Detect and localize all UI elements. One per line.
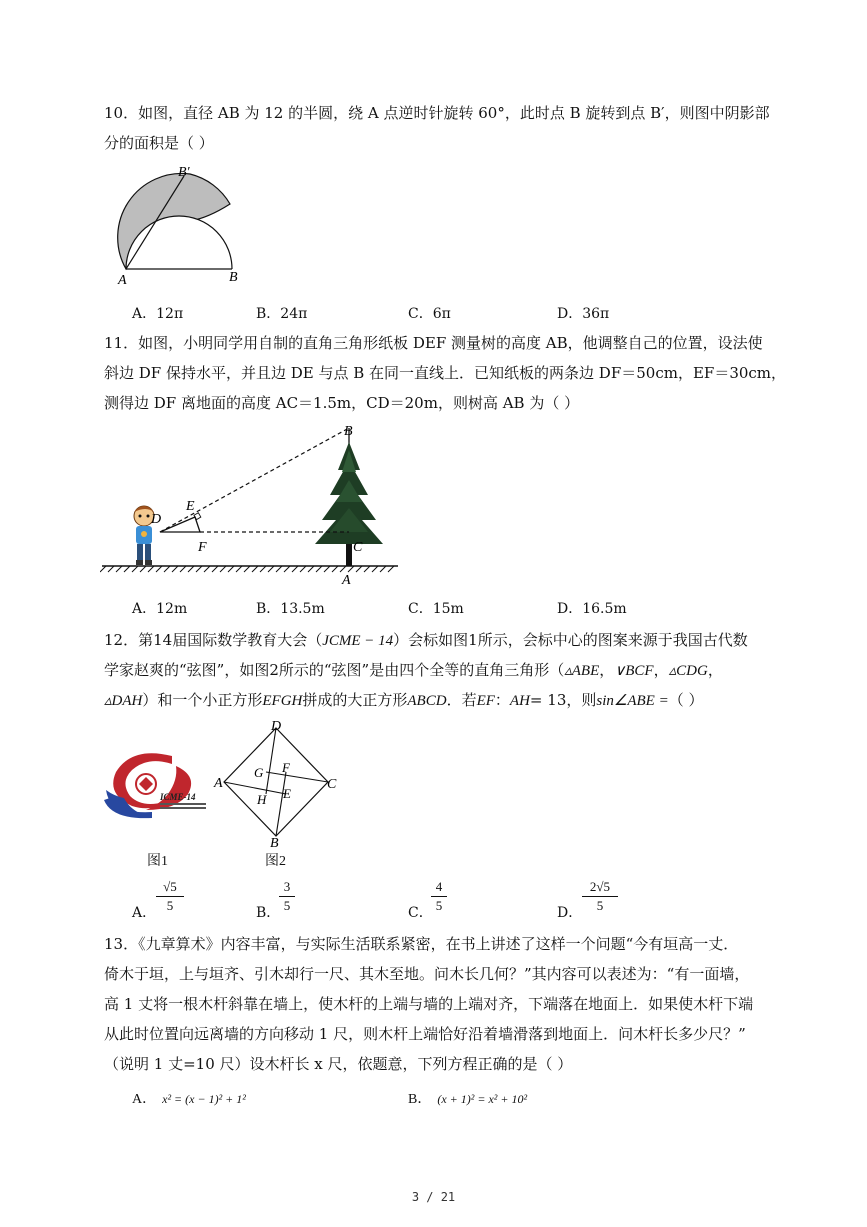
q12-option-c-fraction: 4 5	[431, 879, 447, 914]
q13-text-line3: 高 1 丈将一根木杆斜靠在墙上，使木杆的上端与墙的上端对齐，下端落在地面上．如果使木杆下端	[104, 995, 754, 1013]
q11-label-a: A	[342, 573, 351, 588]
q12-fig1-caption: 图1	[147, 854, 168, 869]
q10-label-b: B	[229, 270, 238, 285]
q12-text-line3: ▵DAH）和一个小正方形EFGH拼成的大正方形ABCD．若EF：AH= 13，则sin∠ABE =（ ）	[104, 691, 704, 709]
q12-label-f: F	[282, 760, 290, 775]
q11-option-b[interactable]: B．13.5m	[256, 601, 325, 617]
q10-option-c[interactable]: C．6π	[408, 306, 451, 322]
q11-option-d[interactable]: D．16.5m	[557, 601, 627, 617]
q10-label-bp: B′	[178, 165, 190, 180]
q12-square-abcd	[224, 728, 328, 836]
q12-label-c: C	[327, 777, 337, 792]
q10-option-d[interactable]: D．36π	[557, 306, 610, 322]
q12-option-d[interactable]: D．	[557, 905, 583, 921]
q12-option-a-fraction: √5 5	[156, 879, 184, 914]
q11-label-c: C	[353, 540, 363, 555]
q11-triangle-def	[160, 517, 200, 532]
q10-text-line1: 10．如图，直径 AB 为 12 的半圆，绕 A 点逆时针旋转 60°，此时点 B 旋转到点 B′，则图中阴影部	[104, 104, 770, 122]
q10-figure	[100, 160, 250, 290]
q11-ground-hatch	[100, 566, 394, 572]
q10-option-a[interactable]: A．12π	[132, 306, 184, 322]
q13-text-line1: 13．《九章算术》内容丰富，与实际生活联系紧密，在书上讲述了这样一个问题“今有垣高一丈．	[104, 935, 739, 953]
q12-label-d: D	[271, 720, 282, 734]
q11-text-line1: 11．如图，小明同学用自制的直角三角形纸板 DEF 测量树的高度 AB，他调整自己的位置，设法使	[104, 334, 763, 352]
q12-label-a: A	[214, 776, 223, 791]
q12-option-a[interactable]: A．	[132, 905, 157, 921]
q12-label-h: H	[257, 792, 267, 807]
q12-text-line2: 学家赵爽的“弦图”，如图2所示的“弦图”是由四个全等的直角三角形（▵ABE，∨BCF，▵CDG，	[104, 661, 723, 679]
q12-icme-logo	[102, 750, 212, 820]
q11-label-b: B	[344, 424, 353, 439]
q11-label-e: E	[186, 499, 195, 514]
q12-label-g: G	[254, 765, 264, 780]
q12-figure2	[210, 720, 345, 850]
q12-fig2-caption: 图2	[265, 854, 286, 869]
q12-label-b: B	[270, 836, 279, 850]
q11-label-f: F	[198, 540, 207, 555]
q10-text-line2: 分的面积是（ ）	[104, 134, 214, 152]
q13-option-b[interactable]: B． (x + 1)² = x² + 10²	[408, 1092, 528, 1107]
q12-option-b-fraction: 3 5	[279, 879, 295, 914]
q12-label-e: E	[283, 786, 291, 801]
q12-option-b[interactable]: B．	[256, 905, 281, 921]
q12-text-line1: 12．第14届国际数学教育大会（JCME − 14）会标如图1所示，会标中心的图案来源于我国古代数	[104, 631, 748, 649]
q11-tree-image	[315, 442, 383, 566]
q11-option-c[interactable]: C．15m	[408, 601, 464, 617]
q11-label-d: D	[151, 512, 162, 527]
q13-option-a[interactable]: A． x² = (x − 1)² + 1²	[132, 1092, 246, 1107]
q13-text-line5: （说明 1 丈=10 尺）设木杆长 x 尺，依题意，下列方程正确的是（ ）	[104, 1055, 573, 1073]
q10-option-b[interactable]: B．24π	[256, 306, 308, 322]
q11-figure	[100, 420, 420, 590]
q11-sight-line	[160, 428, 349, 532]
q12-line-cg	[266, 772, 328, 782]
q13-text-line4: 从此时位置向远离墙的方向移动 1 尺，则木杆上端恰好沿着墙滑落到地面上．问木杆长多少尺？”	[104, 1025, 746, 1043]
q12-option-d-fraction: 2√5 5	[582, 879, 618, 914]
q11-text-line2: 斜边 DF 保持水平，并且边 DE 与点 B 在同一直线上．已知纸板的两条边 DF＝50cm，EF＝30cm，	[104, 364, 787, 382]
q12-line-dh	[266, 728, 276, 794]
q12-logo-text: ICME-14	[160, 792, 196, 802]
q11-option-a[interactable]: A．12m	[132, 601, 188, 617]
q10-label-a: A	[118, 273, 127, 288]
q11-text-line3: 测得边 DF 离地面的高度 AC＝1.5m，CD＝20m，则树高 AB 为（ ）	[104, 394, 580, 412]
q12-option-c[interactable]: C．	[408, 905, 433, 921]
page-number: 3 / 21	[411, 1190, 456, 1204]
q13-text-line2: 倚木于垣，上与垣齐、引木却行一尺、其木至地。问木长几何？”其内容可以表述为：“有一面墙，	[104, 965, 750, 983]
